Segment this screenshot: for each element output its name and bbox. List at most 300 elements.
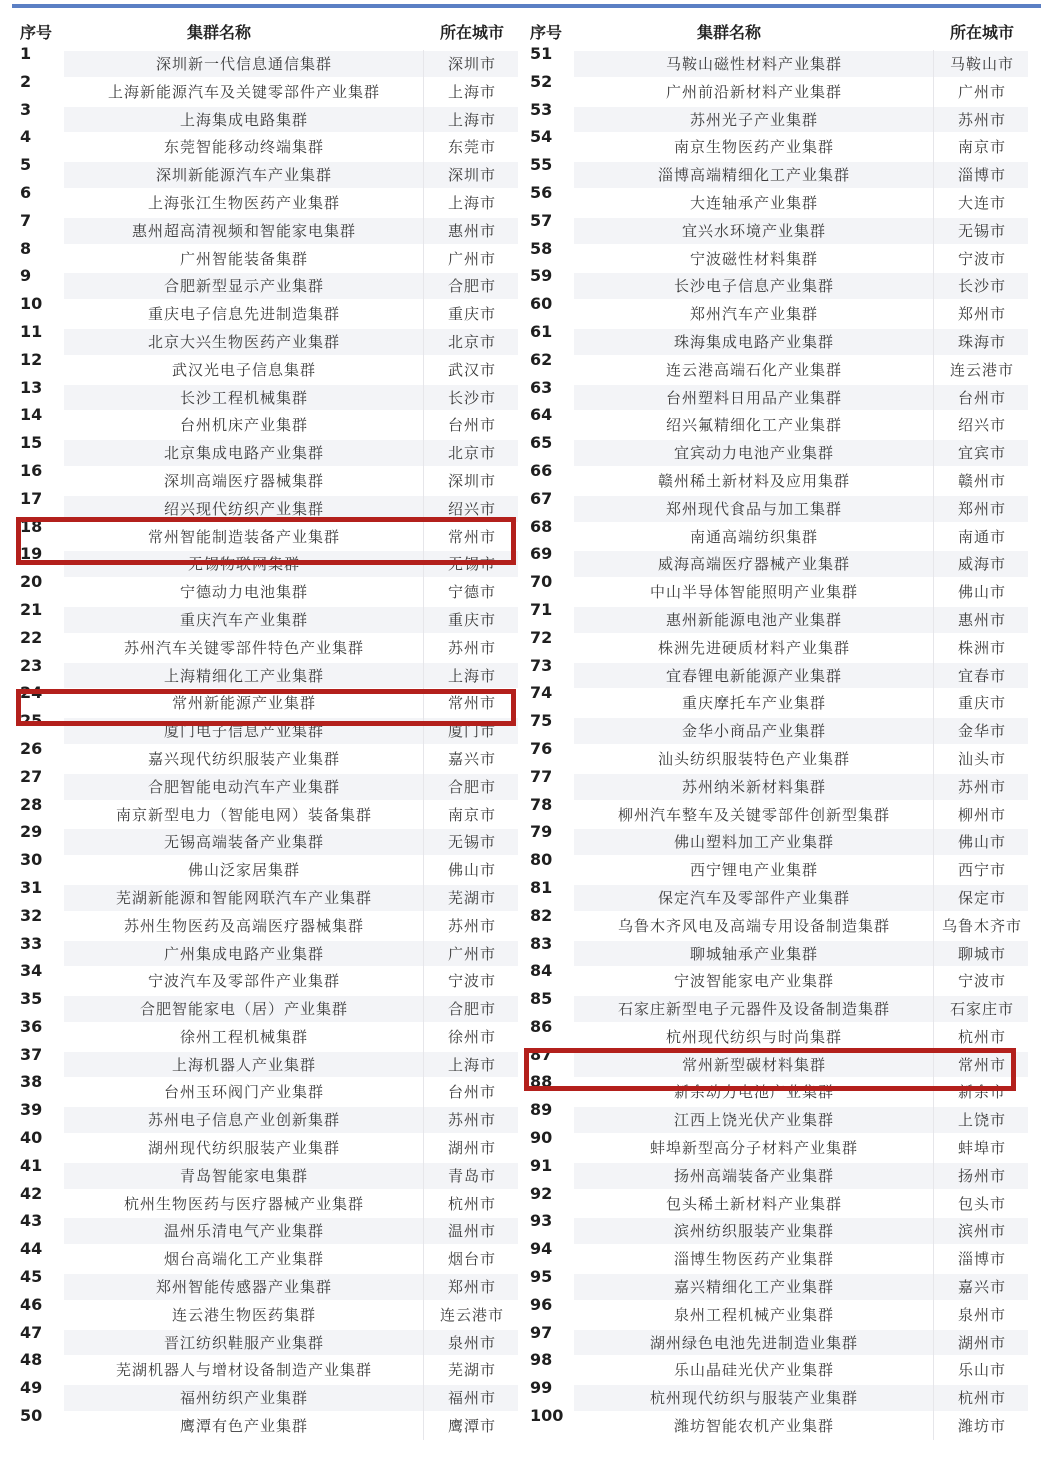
- row-number: 14: [20, 405, 43, 425]
- table-row: [14, 794, 522, 829]
- city-name: 南京市: [957, 138, 1006, 157]
- city-name: 广州市: [957, 82, 1006, 101]
- cluster-name: 宜春锂电新能源产业集群: [665, 666, 842, 685]
- city-name: 马鞍山市: [949, 55, 1014, 73]
- city-name: 芜湖市: [447, 1361, 496, 1380]
- city-name: 东莞市: [447, 138, 496, 157]
- row-number: 58: [530, 238, 553, 258]
- table-row: [14, 99, 522, 134]
- header-num: 序号: [20, 23, 53, 42]
- row-number: 25: [20, 711, 43, 731]
- cluster-name: 杭州生物医药与医疗器械产业集群: [123, 1194, 364, 1213]
- cluster-name: 台州塑料日用品产业集群: [665, 388, 842, 407]
- table-row: [14, 766, 522, 801]
- row-number: 32: [20, 905, 43, 925]
- cluster-name: 北京集成电路产业集群: [163, 444, 324, 463]
- city-name: 台州市: [447, 416, 496, 435]
- city-name: 嘉兴市: [447, 749, 496, 768]
- cluster-name: 湖州现代纺织服装产业集群: [147, 1139, 340, 1158]
- city-name: 深圳市: [447, 55, 496, 73]
- table-row: [14, 1211, 522, 1245]
- row-number: 21: [20, 599, 43, 619]
- row-number: 27: [20, 766, 43, 786]
- city-name: 厦门市: [447, 722, 496, 741]
- city-name: 佛山市: [447, 861, 496, 880]
- row-number: 88: [530, 1072, 553, 1092]
- city-name: 郑州市: [447, 1278, 496, 1297]
- table-row: [524, 1183, 1032, 1218]
- row-number: 57: [530, 210, 553, 230]
- table-row: [14, 294, 522, 328]
- table-row: [524, 933, 1032, 968]
- city-name: 长沙市: [957, 277, 1006, 296]
- city-name: 苏州市: [447, 638, 496, 657]
- row-number: 83: [530, 933, 553, 953]
- table-row: [524, 1294, 1032, 1329]
- row-number: 75: [530, 711, 553, 731]
- table-row: [14, 599, 522, 634]
- cluster-name: 鹰潭有色产业集群: [179, 1417, 308, 1436]
- cluster-name: 福州纺织产业集群: [179, 1389, 308, 1408]
- table-row: [524, 1239, 1032, 1273]
- table-row: [14, 321, 522, 356]
- top-accent-bar: [12, 4, 1041, 8]
- cluster-name: 惠州超高清视频和智能家电集群: [131, 221, 356, 240]
- city-name: 新余市: [957, 1083, 1006, 1102]
- city-name: 淄博市: [957, 1250, 1006, 1269]
- city-name: 嘉兴市: [957, 1278, 1006, 1297]
- table-row: [524, 1378, 1032, 1412]
- row-number: 20: [20, 572, 43, 592]
- table-row: [14, 738, 522, 773]
- city-name: 连云港市: [439, 1305, 504, 1324]
- table-row: [524, 71, 1032, 106]
- row-number: 7: [20, 210, 32, 230]
- city-name: 湖州市: [957, 1333, 1006, 1352]
- table-row: [524, 1267, 1032, 1301]
- row-number: 24: [20, 683, 43, 703]
- row-number: 4: [20, 127, 32, 147]
- city-name: 惠州市: [447, 221, 496, 240]
- table-row: [524, 516, 1032, 551]
- table-body-right: [524, 44, 1032, 1440]
- cluster-name: 台州玉环阀门产业集群: [163, 1083, 324, 1102]
- city-name: 重庆市: [447, 305, 496, 324]
- table-row: [14, 1016, 522, 1051]
- table-row: [14, 349, 522, 384]
- cluster-name: 扬州高端装备产业集群: [673, 1166, 834, 1185]
- table-row: [524, 155, 1032, 189]
- table-row: [14, 1267, 522, 1301]
- cluster-name: 苏州电子信息产业创新集群: [147, 1111, 340, 1130]
- row-number: 85: [530, 989, 553, 1009]
- city-name: 乌鲁木齐市: [941, 916, 1022, 935]
- table-row: [524, 488, 1032, 523]
- cluster-name: 深圳新能源汽车产业集群: [155, 166, 332, 185]
- city-name: 北京市: [447, 332, 496, 351]
- table-row: [14, 460, 522, 495]
- cluster-name: 武汉光电子信息集群: [171, 360, 316, 379]
- city-name: 南通市: [957, 527, 1006, 546]
- cluster-name: 宁波汽车及零部件产业集群: [147, 972, 340, 991]
- city-name: 深圳市: [447, 471, 496, 490]
- row-number: 51: [530, 44, 553, 63]
- table-row: [524, 266, 1032, 300]
- cluster-name: 泉州工程机械产业集群: [673, 1305, 834, 1324]
- table-row: [14, 1239, 522, 1273]
- table-row: [14, 905, 522, 940]
- header-name: 集群名称: [696, 23, 761, 42]
- cluster-name: 珠海集成电路产业集群: [673, 332, 834, 351]
- city-name: 杭州市: [957, 1389, 1006, 1408]
- cluster-name: 苏州生物医药及高端医疗器械集群: [123, 916, 364, 935]
- cluster-name: 广州集成电路产业集群: [163, 944, 324, 963]
- city-name: 连云港市: [949, 360, 1014, 379]
- cluster-name: 广州前沿新材料产业集群: [665, 82, 842, 101]
- row-number: 48: [20, 1350, 43, 1370]
- cluster-name: 中山半导体智能照明产业集群: [649, 583, 858, 602]
- row-number: 98: [530, 1350, 553, 1370]
- row-number: 39: [20, 1100, 43, 1120]
- cluster-name: 南京新型电力（智能电网）装备集群: [115, 805, 372, 824]
- cluster-name: 合肥智能电动汽车产业集群: [147, 777, 340, 796]
- table-row: [524, 44, 1032, 78]
- row-number: 99: [530, 1378, 553, 1398]
- row-number: 44: [20, 1239, 43, 1259]
- city-name: 湖州市: [447, 1139, 496, 1158]
- city-name: 徐州市: [447, 1027, 496, 1046]
- table-row: [14, 44, 522, 78]
- cluster-name: 株洲先进硬质材料产业集群: [657, 638, 850, 657]
- city-name: 鹰潭市: [447, 1417, 496, 1436]
- row-number: 78: [530, 794, 553, 814]
- table-row: [14, 266, 522, 300]
- cluster-name: 包头稀土新材料产业集群: [665, 1194, 842, 1213]
- cluster-name: 乌鲁木齐风电及高端专用设备制造集群: [617, 916, 890, 935]
- cluster-name: 金华小商品产业集群: [681, 722, 826, 741]
- row-number: 13: [20, 377, 43, 397]
- row-number: 92: [530, 1183, 553, 1203]
- row-number: 61: [530, 321, 553, 341]
- row-number: 81: [530, 877, 553, 897]
- city-name: 上海市: [447, 1055, 496, 1074]
- table-row: [524, 1100, 1032, 1134]
- table-row: [14, 1322, 522, 1357]
- cluster-name: 台州机床产业集群: [179, 416, 308, 435]
- cluster-name: 重庆汽车产业集群: [179, 610, 308, 629]
- cluster-name: 南通高端纺织集群: [689, 527, 818, 546]
- city-name: 重庆市: [957, 694, 1006, 713]
- row-number: 40: [20, 1128, 43, 1148]
- row-number: 66: [530, 460, 553, 480]
- cluster-name: 苏州光子产业集群: [689, 110, 818, 129]
- cluster-name: 宁德动力电池集群: [179, 583, 308, 602]
- cluster-name: 汕头纺织服装特色产业集群: [657, 749, 850, 768]
- cluster-name: 保定汽车及零部件产业集群: [657, 888, 850, 907]
- city-name: 宜宾市: [957, 444, 1006, 463]
- table-row: [524, 572, 1032, 606]
- cluster-name: 徐州工程机械集群: [179, 1027, 308, 1046]
- row-number: 55: [530, 155, 553, 175]
- table-row: [524, 321, 1032, 356]
- row-number: 6: [20, 182, 32, 202]
- row-number: 50: [20, 1406, 43, 1426]
- table-header: [524, 12, 1032, 50]
- table-row: [524, 1155, 1032, 1190]
- row-number: 16: [20, 460, 43, 480]
- row-number: 94: [530, 1239, 553, 1259]
- cluster-name: 合肥智能家电（居）产业集群: [139, 1000, 348, 1019]
- table-row: [524, 961, 1032, 995]
- table-row: [14, 127, 522, 161]
- cluster-name: 柳州汽车整车及关键零部件创新型集群: [617, 805, 890, 824]
- cluster-name: 佛山泛家居集群: [187, 861, 300, 880]
- table-row: [524, 99, 1032, 134]
- cluster-name: 马鞍山磁性材料产业集群: [665, 55, 842, 73]
- table-row: [524, 433, 1032, 467]
- table-row: [14, 627, 522, 662]
- city-name: 台州市: [957, 388, 1006, 407]
- cluster-name: 惠州新能源电池产业集群: [665, 610, 842, 629]
- row-number: 9: [20, 266, 32, 286]
- cluster-name: 杭州现代纺织与服装产业集群: [649, 1389, 858, 1408]
- city-name: 杭州市: [447, 1194, 496, 1213]
- cluster-name: 重庆摩托车产业集群: [681, 694, 826, 713]
- cluster-name: 江西上饶光伏产业集群: [673, 1111, 834, 1130]
- cluster-name: 重庆电子信息先进制造集群: [147, 305, 340, 324]
- city-name: 大连市: [957, 193, 1006, 212]
- table-row: [524, 460, 1032, 495]
- city-name: 汕头市: [957, 749, 1006, 768]
- city-name: 柳州市: [957, 805, 1006, 824]
- table-row: [524, 905, 1032, 940]
- cluster-name: 厦门电子信息产业集群: [163, 722, 324, 741]
- city-name: 合肥市: [447, 777, 496, 796]
- row-number: 34: [20, 961, 43, 981]
- city-name: 绍兴市: [447, 499, 496, 518]
- city-name: 深圳市: [447, 166, 496, 185]
- cluster-name: 上海新能源汽车及关键零部件产业集群: [107, 82, 380, 101]
- city-name: 常州市: [447, 694, 496, 713]
- cluster-name: 连云港高端石化产业集群: [665, 360, 842, 379]
- cluster-name: 常州新能源产业集群: [171, 694, 316, 713]
- row-number: 19: [20, 544, 43, 564]
- cluster-name: 蚌埠新型高分子材料产业集群: [649, 1139, 858, 1158]
- cluster-name: 北京大兴生物医药产业集群: [147, 332, 340, 351]
- cluster-name: 西宁锂电产业集群: [689, 861, 818, 880]
- city-name: 上海市: [447, 193, 496, 212]
- table-row: [524, 1350, 1032, 1384]
- table-row: [14, 182, 522, 217]
- city-name: 泉州市: [957, 1305, 1006, 1324]
- city-name: 宁波市: [447, 972, 496, 991]
- cluster-name: 宁波磁性材料集群: [689, 249, 818, 268]
- cluster-name: 深圳新一代信息通信集群: [155, 55, 332, 73]
- row-number: 18: [20, 516, 43, 536]
- row-number: 56: [530, 182, 553, 202]
- row-number: 8: [20, 238, 32, 258]
- table-row: [524, 599, 1032, 634]
- row-number: 87: [530, 1044, 553, 1064]
- highlight-box-row-18: [16, 517, 516, 565]
- city-name: 温州市: [447, 1222, 496, 1241]
- cluster-name: 郑州汽车产业集群: [689, 305, 818, 324]
- row-number: 43: [20, 1211, 43, 1231]
- table-row: [14, 822, 522, 856]
- table-row: [524, 989, 1032, 1023]
- cluster-name: 宁波智能家电产业集群: [673, 972, 834, 991]
- row-number: 23: [20, 655, 43, 675]
- table-row: [524, 850, 1032, 884]
- city-name: 保定市: [957, 888, 1006, 907]
- header-city: 所在城市: [949, 23, 1014, 42]
- table-row: [524, 1322, 1032, 1357]
- row-number: 47: [20, 1322, 43, 1342]
- city-name: 佛山市: [957, 833, 1006, 852]
- city-name: 威海市: [957, 555, 1006, 574]
- row-number: 93: [530, 1211, 553, 1231]
- table-row: [524, 766, 1032, 801]
- row-number: 37: [20, 1044, 43, 1064]
- table-row: [14, 405, 522, 439]
- cluster-name: 芜湖机器人与增材设备制造产业集群: [115, 1361, 372, 1380]
- city-name: 宁波市: [957, 249, 1006, 268]
- table-row: [524, 210, 1032, 245]
- cluster-name: 长沙电子信息产业集群: [673, 277, 834, 296]
- table-row: [14, 71, 522, 106]
- row-number: 74: [530, 683, 553, 703]
- table-row: [524, 1211, 1032, 1245]
- row-number: 89: [530, 1100, 553, 1120]
- table-header: [14, 12, 522, 50]
- row-number: 22: [20, 627, 43, 647]
- table-row: [524, 127, 1032, 161]
- cluster-name: 新余动力电池产业集群: [673, 1083, 834, 1102]
- cluster-name: 郑州智能传感器产业集群: [155, 1278, 332, 1297]
- row-number: 79: [530, 822, 553, 842]
- row-number: 41: [20, 1155, 43, 1175]
- row-number: 46: [20, 1294, 43, 1314]
- cluster-name: 芜湖新能源和智能网联汽车产业集群: [115, 888, 372, 907]
- cluster-name: 苏州纳米新材料集群: [681, 777, 826, 796]
- city-name: 合肥市: [447, 277, 496, 296]
- row-number: 45: [20, 1267, 43, 1287]
- table-row: [14, 238, 522, 273]
- table-row: [524, 738, 1032, 773]
- row-number: 97: [530, 1322, 553, 1342]
- city-name: 淄博市: [957, 166, 1006, 185]
- row-number: 42: [20, 1183, 43, 1203]
- cluster-name: 晋江纺织鞋服产业集群: [163, 1333, 324, 1352]
- row-number: 29: [20, 822, 43, 842]
- table-row: [14, 1155, 522, 1190]
- table-row: [524, 794, 1032, 829]
- table-row: [14, 572, 522, 606]
- row-number: 1: [20, 44, 32, 63]
- table-row: [524, 655, 1032, 690]
- city-name: 株洲市: [957, 638, 1006, 657]
- city-name: 宜春市: [957, 666, 1006, 685]
- cluster-name: 上海集成电路集群: [179, 110, 308, 129]
- table-row: [524, 182, 1032, 217]
- cluster-name: 赣州稀土新材料及应用集群: [657, 471, 850, 490]
- city-name: 郑州市: [957, 305, 1006, 324]
- cluster-name: 聊城轴承产业集群: [689, 944, 818, 963]
- row-number: 38: [20, 1072, 43, 1092]
- header-name: 集群名称: [186, 23, 251, 42]
- city-name: 台州市: [447, 1083, 496, 1102]
- row-number: 82: [530, 905, 553, 925]
- row-number: 86: [530, 1016, 553, 1036]
- cluster-name: 绍兴氟精细化工产业集群: [665, 416, 842, 435]
- city-name: 广州市: [447, 249, 496, 268]
- cluster-name: 石家庄新型电子元器件及设备制造集群: [617, 1000, 890, 1019]
- city-name: 聊城市: [957, 944, 1006, 963]
- table-row: [524, 238, 1032, 273]
- table-row: [524, 822, 1032, 856]
- city-name: 重庆市: [447, 610, 496, 629]
- table-row: [14, 655, 522, 690]
- cluster-name: 常州新型碳材料集群: [681, 1055, 826, 1074]
- cluster-name: 深圳高端医疗器械集群: [163, 471, 324, 490]
- table-row: [524, 294, 1032, 328]
- table-row: [524, 377, 1032, 412]
- cluster-table-right: [524, 12, 1032, 1440]
- city-name: 包头市: [957, 1194, 1006, 1213]
- cluster-name: 东莞智能移动终端集群: [163, 138, 324, 157]
- row-number: 73: [530, 655, 553, 675]
- table-row: [14, 850, 522, 884]
- row-number: 67: [530, 488, 553, 508]
- cluster-name: 嘉兴精细化工产业集群: [673, 1278, 834, 1297]
- row-number: 70: [530, 572, 553, 592]
- header-city: 所在城市: [439, 23, 504, 42]
- city-name: 无锡市: [447, 555, 496, 574]
- cluster-name: 无锡物联网集群: [187, 555, 300, 574]
- cluster-name: 淄博生物医药产业集群: [673, 1250, 834, 1269]
- cluster-name: 苏州汽车关键零部件特色产业集群: [123, 638, 364, 657]
- cluster-name: 烟台高端化工产业集群: [163, 1250, 324, 1269]
- city-name: 杭州市: [957, 1027, 1006, 1046]
- city-name: 蚌埠市: [957, 1139, 1006, 1158]
- row-number: 64: [530, 405, 553, 425]
- row-number: 49: [20, 1378, 43, 1398]
- cluster-name: 上海精细化工产业集群: [163, 666, 324, 685]
- row-number: 76: [530, 738, 553, 758]
- row-number: 11: [20, 321, 43, 341]
- cluster-name: 嘉兴现代纺织服装产业集群: [147, 749, 340, 768]
- cluster-name: 常州智能制造装备产业集群: [147, 527, 340, 546]
- city-name: 潍坊市: [957, 1417, 1006, 1436]
- city-name: 郑州市: [957, 499, 1006, 518]
- row-number: 77: [530, 766, 553, 786]
- city-name: 惠州市: [957, 610, 1006, 629]
- row-number: 30: [20, 850, 43, 870]
- cluster-name: 连云港生物医药集群: [171, 1305, 316, 1324]
- city-name: 泉州市: [447, 1333, 496, 1352]
- table-row: [524, 405, 1032, 439]
- table-body-left: [14, 44, 522, 1440]
- cluster-name: 合肥新型显示产业集群: [163, 277, 324, 296]
- row-number: 91: [530, 1155, 553, 1175]
- row-number: 90: [530, 1128, 553, 1148]
- cluster-name: 淄博高端精细化工产业集群: [657, 166, 850, 185]
- city-name: 无锡市: [447, 833, 496, 852]
- city-name: 滨州市: [957, 1222, 1006, 1241]
- city-name: 绍兴市: [957, 416, 1006, 435]
- table-row: [524, 711, 1032, 745]
- city-name: 扬州市: [957, 1166, 1006, 1185]
